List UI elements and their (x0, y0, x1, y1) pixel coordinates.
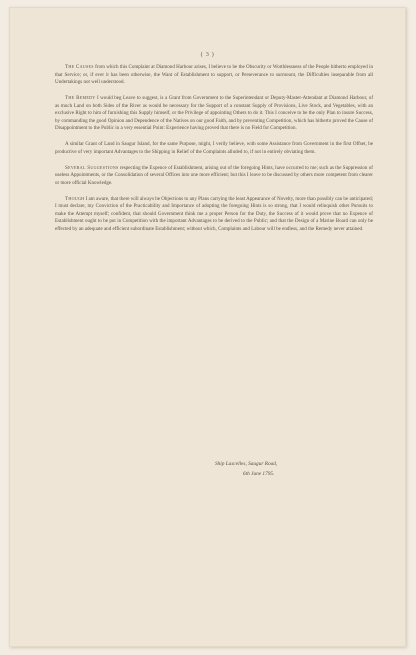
paragraph-text: I am aware, that there will always be Objections to any Plans carrying the least Appearance of Novelty, more than possibly can be anticipated; I must declare, my Conviction of the Practicability and Importance of adopting the foregoing Hints is so strong, that I would relinquish other Pursuits to make the Attempt myself; confident, that should Government think me a proper Person for the Duty, the Success of it would prove that no Expence of Establishment ought to be put in Competition with the important Advantages to be derived to the Public; and that the Design of a Marine Board can only be effected by an adequate and efficient subordinate Establishment; without which, Complaints and Labour will be endless, and the Remedy never attained. (55, 195, 373, 232)
signature-block (215, 459, 365, 479)
signature-date: 6th June 1795. (243, 471, 275, 477)
document-body (55, 64, 373, 242)
paragraph-text: from which this Complaint at Diamond Harbour arises, I believe to be the Obscurity or Worthlessness of the People hitherto employed in that Service; or, if ever it has been otherwise, the Want of Establishment to support, or Perseverance to surmount, the Difficulties inseparable from all Undertakings not well understood. (55, 64, 373, 85)
paragraph-text: I would beg Leave to suggest, is a Grant from Government to the Superintendant or Deputy-Master-Attendant at Diamond Harbour, of as much Land on both Sides of the River as would be necessary for the Support of a constant Supply of Provisions, Live Stock, and Vegetables, with an exclusive Right to him of furnishing this Supply himself, or the Privilege of appointing Others to do it. This I conceive to be the only Plan to insure Success, by commanding the good Opinion and Dependence of the Natives on our good Faith, and by preventing Competition, which has hitherto proved the Cause of Disappointment to the Public in a very essential Point: Experience having proved that there is no Field for Competition. (55, 95, 374, 131)
signature-place: Ship Lascelles, Saugur Road, (215, 461, 278, 467)
paragraph-lead: Several Suggestions (65, 164, 119, 171)
paragraph-causes (55, 64, 373, 87)
document-page (9, 7, 406, 647)
paragraph-text: respecting the Expence of Establishment, arising out of the foregoing Hints, have occurred to me; such as the Suppression of useless Appointments, or the Consolidation of several Offices into one more efficient; but this I leave to be discussed by others more competent from clearer or more official Knowledge. (55, 164, 373, 186)
paragraph-saugur-grant (55, 141, 373, 156)
paragraph-remedy (55, 95, 373, 133)
paragraph-lead: Though (65, 195, 85, 202)
paragraph-text: A similar Grant of Land in Saugur Island, for the same Purpose, might, I verily believe, with some Assistance from Government in the first Offset, be productive of very important Advantages to the Shipping in Relief of the Complaints alluded to, if not in entirely obviating them. (55, 141, 373, 155)
paragraph-lead: The Remedy (65, 95, 96, 101)
paragraph-lead: The Causes (65, 64, 94, 70)
page-number: ( 3 ) (200, 51, 215, 58)
paragraph-objections (55, 196, 373, 234)
paragraph-suggestions (55, 165, 373, 188)
